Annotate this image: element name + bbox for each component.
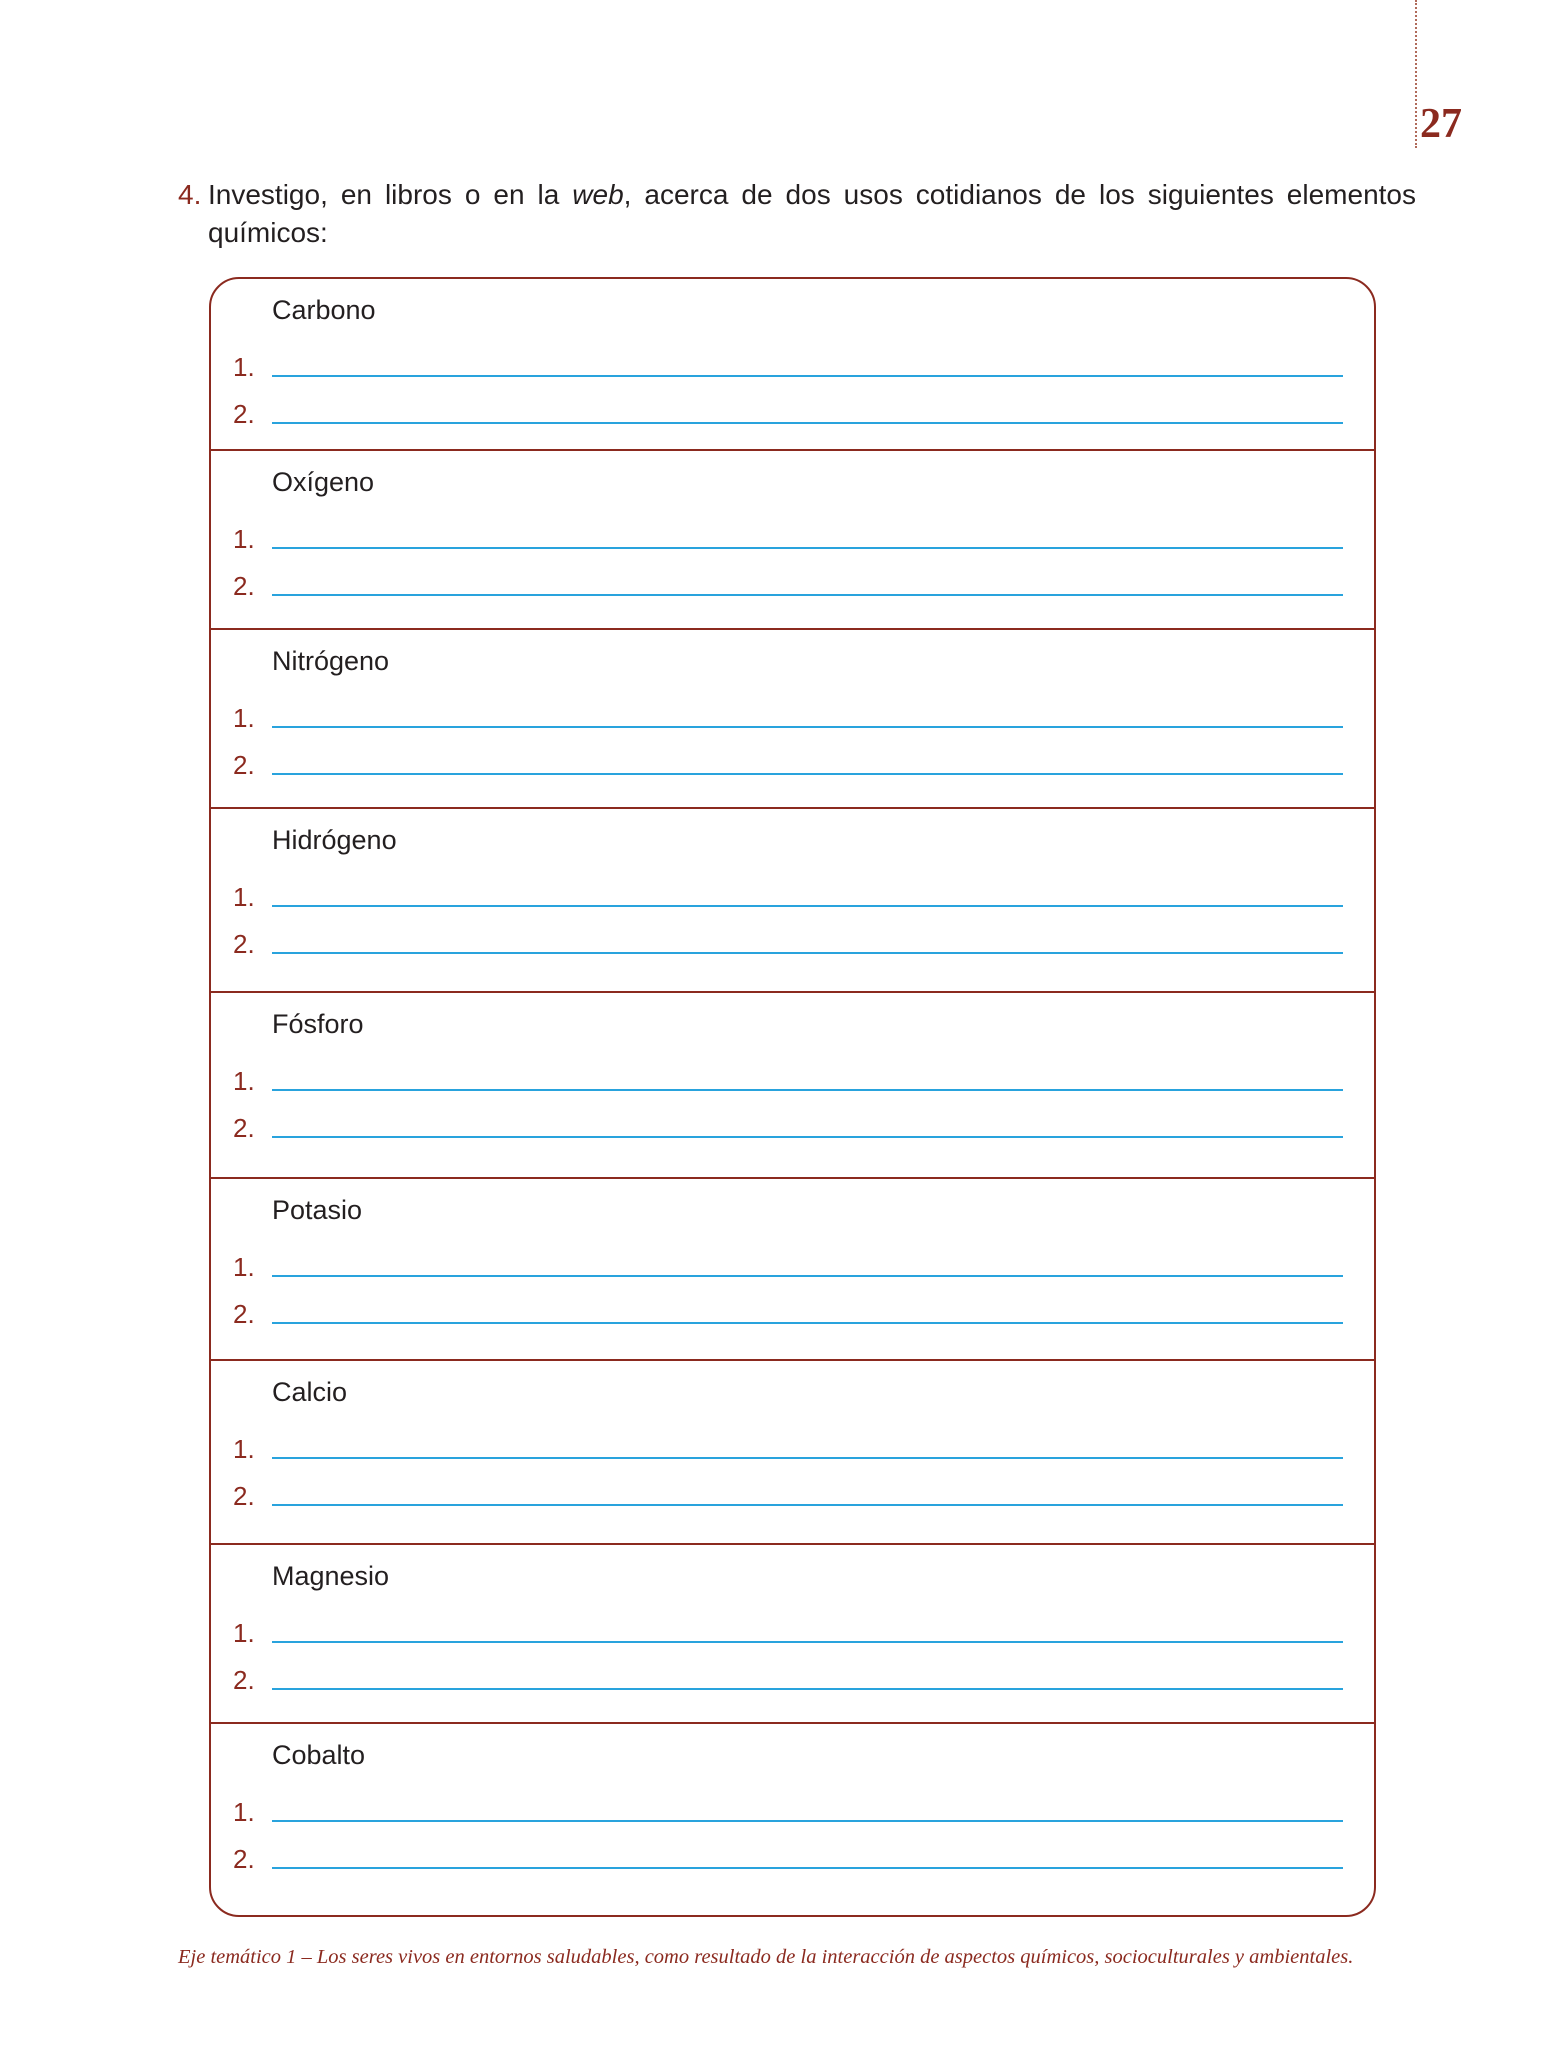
answer-line[interactable] [272,422,1343,424]
question-text-end: , acerca de dos usos cotidianos de los siguientes elementos [623,179,1416,210]
element-section [211,1724,1374,1917]
answer-row [211,1108,1374,1148]
question-emphasis: web [572,179,624,210]
answer-number: 1. [233,524,255,554]
answer-number: 2. [233,1665,255,1695]
element-name: Fósforo [272,1009,364,1039]
question-line-1 [178,176,1416,214]
element-section [211,1179,1374,1361]
answer-number: 1. [233,703,255,733]
answer-row [211,1294,1374,1334]
answer-row [211,519,1374,559]
answer-row [211,1660,1374,1700]
answer-line[interactable] [272,726,1343,728]
answer-number: 1. [233,1434,255,1464]
page-number: 27 [1420,101,1462,147]
answer-row [211,1247,1374,1287]
answer-line[interactable] [272,1688,1343,1690]
answer-number: 2. [233,399,255,429]
answer-line[interactable] [272,1867,1343,1869]
answer-number: 2. [233,1481,255,1511]
answer-row [211,1839,1374,1879]
answer-row [211,1429,1374,1469]
answer-number: 2. [233,571,255,601]
element-name: Hidrógeno [272,825,397,855]
question-line-2: químicos: [208,217,328,248]
answer-row [211,877,1374,917]
answer-number: 2. [233,1844,255,1874]
answer-number: 1. [233,1066,255,1096]
answer-number: 2. [233,1299,255,1329]
answer-row [211,394,1374,434]
answer-number: 2. [233,1113,255,1143]
answer-line[interactable] [272,1322,1343,1324]
answer-line[interactable] [272,1504,1343,1506]
answer-number: 1. [233,352,255,382]
answer-row [211,745,1374,785]
answer-number: 1. [233,1618,255,1648]
answer-line[interactable] [272,547,1343,549]
element-section [211,993,1374,1179]
element-section [211,1545,1374,1724]
element-section [211,630,1374,809]
element-name: Calcio [272,1377,348,1407]
answer-row [211,1061,1374,1101]
element-name: Magnesio [272,1561,390,1591]
answer-row [211,1792,1374,1832]
answer-row [211,698,1374,738]
element-section [211,279,1374,451]
answer-line[interactable] [272,1136,1343,1138]
answer-number: 2. [233,929,255,959]
answer-line[interactable] [272,952,1343,954]
answer-box [209,277,1376,1917]
element-name: Nitrógeno [272,646,390,676]
element-name: Potasio [272,1195,363,1225]
answer-line[interactable] [272,594,1343,596]
answer-row [211,924,1374,964]
answer-line[interactable] [272,1641,1343,1643]
element-section [211,1361,1374,1545]
answer-line[interactable] [272,1275,1343,1277]
answer-line[interactable] [272,375,1343,377]
question-4 [178,176,1416,252]
element-section [211,451,1374,630]
question-text-start: Investigo, en libros o en la [208,179,573,210]
footer-caption: Eje temático 1 – Los seres vivos en entornos saludables, como resultado de la interacción de aspectos químicos, socioculturales y ambientales. [178,1946,1354,1968]
answer-number: 1. [233,1797,255,1827]
answer-line[interactable] [272,773,1343,775]
element-name: Carbono [272,295,376,325]
element-name: Cobalto [272,1740,366,1770]
answer-row [211,347,1374,387]
element-name: Oxígeno [272,467,375,497]
answer-number: 2. [233,750,255,780]
answer-line[interactable] [272,1457,1343,1459]
question-number: 4. [178,179,202,210]
answer-line[interactable] [272,905,1343,907]
page-margin-rule [1415,0,1417,148]
answer-number: 1. [233,882,255,912]
answer-row [211,566,1374,606]
answer-row [211,1476,1374,1516]
answer-line[interactable] [272,1820,1343,1822]
answer-number: 1. [233,1252,255,1282]
element-section [211,809,1374,993]
answer-line[interactable] [272,1089,1343,1091]
answer-row [211,1613,1374,1653]
